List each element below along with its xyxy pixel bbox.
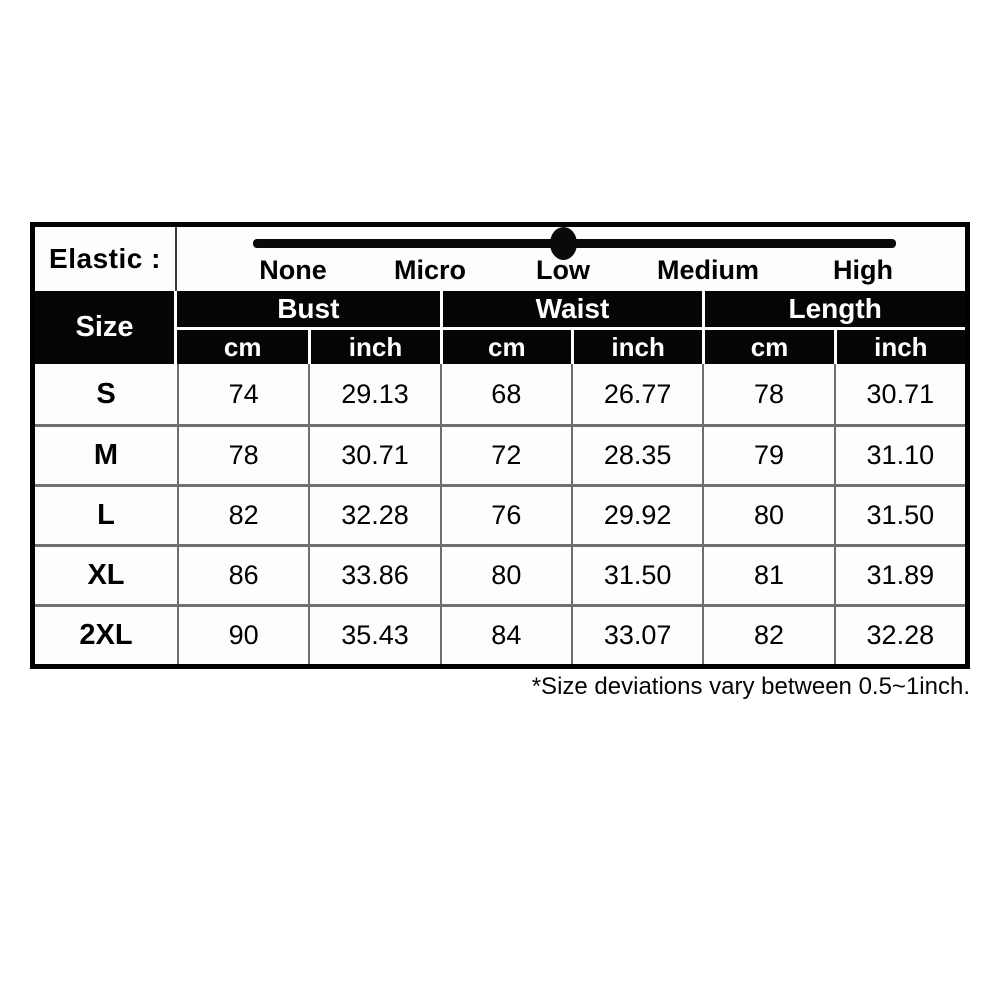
waist-cm-value: 76 [440,487,571,544]
slider-tick-high: High [833,255,893,285]
waist-inch-value: 29.92 [571,487,702,544]
table-row [35,424,965,484]
unit-header-waist-inch: inch [571,327,702,364]
waist-inch-value: 33.07 [571,607,702,664]
unit-header-waist-cm: cm [440,327,571,364]
bust-inch-value: 29.13 [308,364,439,424]
length-cm-value: 81 [702,547,833,604]
column-header-waist: Waist [440,291,703,327]
unit-header-length-inch: inch [834,327,965,364]
elasticity-slider [177,227,965,291]
elastic-label: Elastic : [35,227,177,291]
bust-cm-value: 86 [177,547,308,604]
unit-header-length-cm: cm [702,327,833,364]
length-inch-value: 32.28 [834,607,965,664]
table-row [35,604,965,664]
bust-cm-value: 82 [177,487,308,544]
bust-inch-value: 33.86 [308,547,439,604]
slider-tick-micro: Micro [393,255,467,285]
table-row [35,364,965,424]
size-label: XL [87,559,125,591]
table-row [35,484,965,544]
slider-tick-medium: Medium [656,255,760,285]
table-row [35,544,965,604]
column-header-size: Size [35,291,177,364]
bust-inch-value: 35.43 [308,607,439,664]
bust-cm-value: 78 [177,427,308,484]
waist-cm-value: 72 [440,427,571,484]
table-header [35,291,965,364]
size-deviation-note: *Size deviations vary between 0.5~1inch. [531,673,970,700]
unit-header-bust-inch: inch [308,327,439,364]
bust-inch-value: 32.28 [308,487,439,544]
waist-cm-value: 84 [440,607,571,664]
bust-inch-value: 30.71 [308,427,439,484]
slider-tick-low: Low [536,255,590,285]
elastic-row [35,227,965,291]
size-chart-table [30,222,970,669]
length-cm-value: 80 [702,487,833,544]
waist-cm-value: 80 [440,547,571,604]
bust-cm-value: 74 [177,364,308,424]
waist-cm-value: 68 [440,364,571,424]
length-cm-value: 79 [702,427,833,484]
length-inch-value: 31.10 [834,427,965,484]
length-inch-value: 30.71 [834,364,965,424]
length-cm-value: 78 [702,364,833,424]
unit-header-bust-cm: cm [177,327,308,364]
size-label: L [97,499,115,531]
length-inch-value: 31.89 [834,547,965,604]
waist-inch-value: 31.50 [571,547,702,604]
length-cm-value: 82 [702,607,833,664]
length-inch-value: 31.50 [834,487,965,544]
waist-inch-value: 28.35 [571,427,702,484]
size-label: S [96,377,116,410]
column-header-bust: Bust [277,293,340,324]
bust-cm-value: 90 [177,607,308,664]
size-label: 2XL [79,619,133,651]
column-header-length: Length [702,291,965,327]
size-label: M [93,439,119,471]
slider-tick-none: None [259,255,327,285]
waist-inch-value: 26.77 [571,364,702,424]
